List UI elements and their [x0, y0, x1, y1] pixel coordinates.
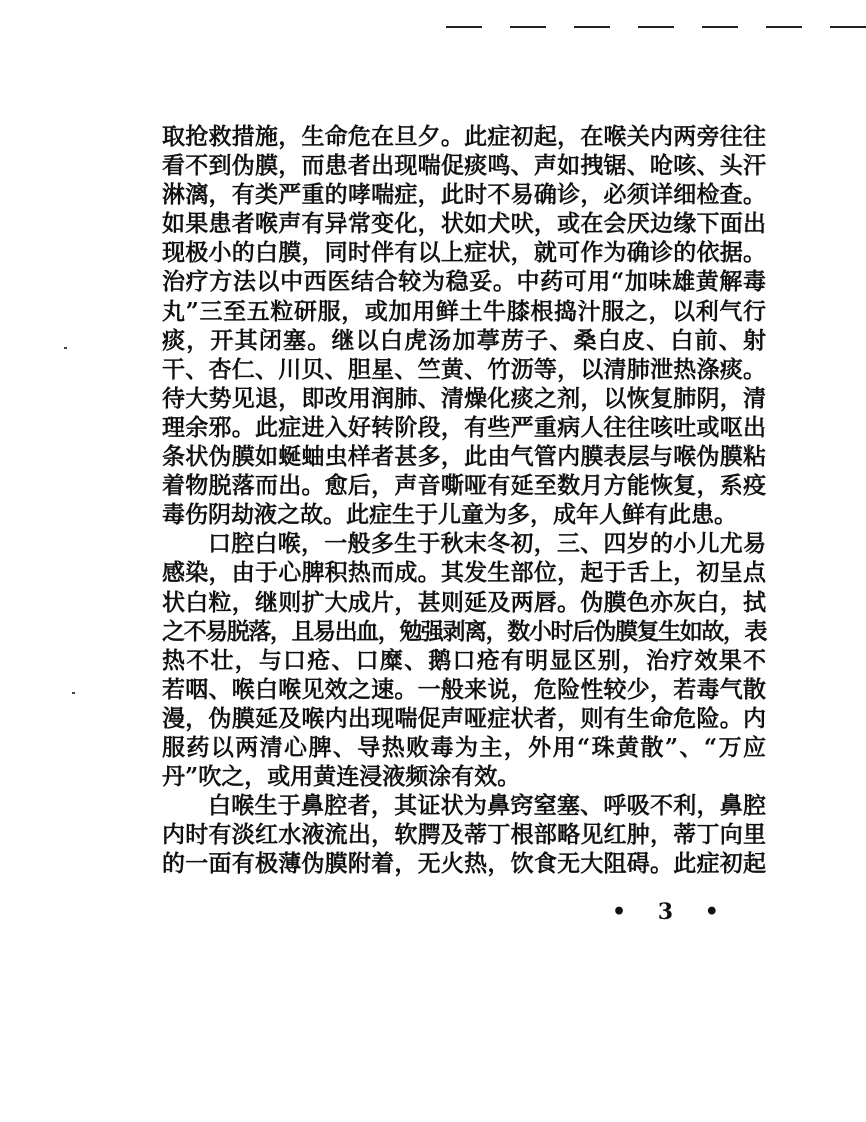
header-rule [446, 26, 866, 29]
paragraph-start-line: 口腔白喉，一般多生于秋末冬初，三、四岁的小儿尤易 [208, 530, 766, 558]
text-line: 看不到伪膜，而患者出现喘促痰鸣、声如拽锯、呛咳、头汗 [162, 152, 766, 180]
text-line: 若咽、喉白喉见效之速。一般来说，危险性较少，若毒气散 [162, 675, 766, 703]
text-line: 如果患者喉声有异常变化，状如犬吠，或在会厌边缘下面出 [162, 210, 766, 238]
text-line: 理余邪。此症进入好转阶段，有些严重病人往往咳吐或呕出 [162, 413, 766, 441]
text-line: 现极小的白膜，同时伴有以上症状，就可作为确诊的依据。 [162, 239, 766, 267]
text-line: 之不易脱落，且易出血，勉强剥离，数小时后伪膜复生如故，表 [162, 617, 766, 645]
body-text [162, 122, 766, 878]
text-line: 淋漓，有类严重的哮喘症，此时不易确诊，必须详细检查。 [162, 181, 766, 209]
text-line: 感染，由于心脾积热而成。其发生部位，起于舌上，初呈点 [162, 559, 766, 587]
text-line: 待大势见退，即改用润肺、清燥化痰之剂，以恢复肺阴，清 [162, 384, 766, 412]
text-line: 治疗方法以中西医结合较为稳妥。中药可用“加味雄黄解毒 [162, 268, 766, 296]
text-line: 服药以两清心脾、导热败毒为主，外用“珠黄散”、“万应 [162, 733, 766, 761]
text-line: 丸”三至五粒研服，或加用鲜土牛膝根捣汁服之，以利气行 [162, 297, 766, 325]
text-line: 热不壮，与口疮、口糜、鹅口疮有明显区别，治疗效果不 [162, 646, 766, 674]
text-line: 着物脱落而出。愈后，声音嘶哑有延至数月方能恢复，系疫 [162, 472, 766, 500]
text-line: 状白粒，继则扩大成片，甚则延及两唇。伪膜色亦灰白，拭 [162, 588, 766, 616]
text-line: 痰，开其闭塞。继以白虎汤加葶苈子、桑白皮、白前、射 [162, 326, 766, 354]
text-line: 取抢救措施，生命危在旦夕。此症初起，在喉关内两旁往往 [162, 123, 766, 150]
text-line: 内时有淡红水液流出，软腭及蒂丁根部略见红肿，蒂丁向里 [162, 821, 766, 849]
text-line: 丹”吹之，或用黄连浸液频涂有效。 [162, 763, 521, 791]
text-line: 毒伤阴劫液之故。此症生于儿童为多，成年人鲜有此患。 [162, 501, 737, 529]
text-line: 条状伪膜如蜒蚰虫样者甚多，此由气管内膜表层与喉伪膜粘 [162, 443, 766, 471]
text-line: 漫，伪膜延及喉内出现喘促声哑症状者，则有生命危险。内 [162, 704, 766, 732]
scan-speck [64, 347, 67, 349]
paragraph-start-line: 白喉生于鼻腔者，其证状为鼻窍窒塞、呼吸不利，鼻腔 [208, 792, 766, 820]
text-line: 干、杏仁、川贝、胆星、竺黄、竹沥等，以清肺泄热涤痰。 [162, 355, 766, 383]
scan-speck [72, 692, 75, 694]
text-line: 的一面有极薄伪膜附着，无火热，饮食无大阻碍。此症初起 [162, 850, 766, 878]
page-number: • 3 • [612, 899, 731, 925]
